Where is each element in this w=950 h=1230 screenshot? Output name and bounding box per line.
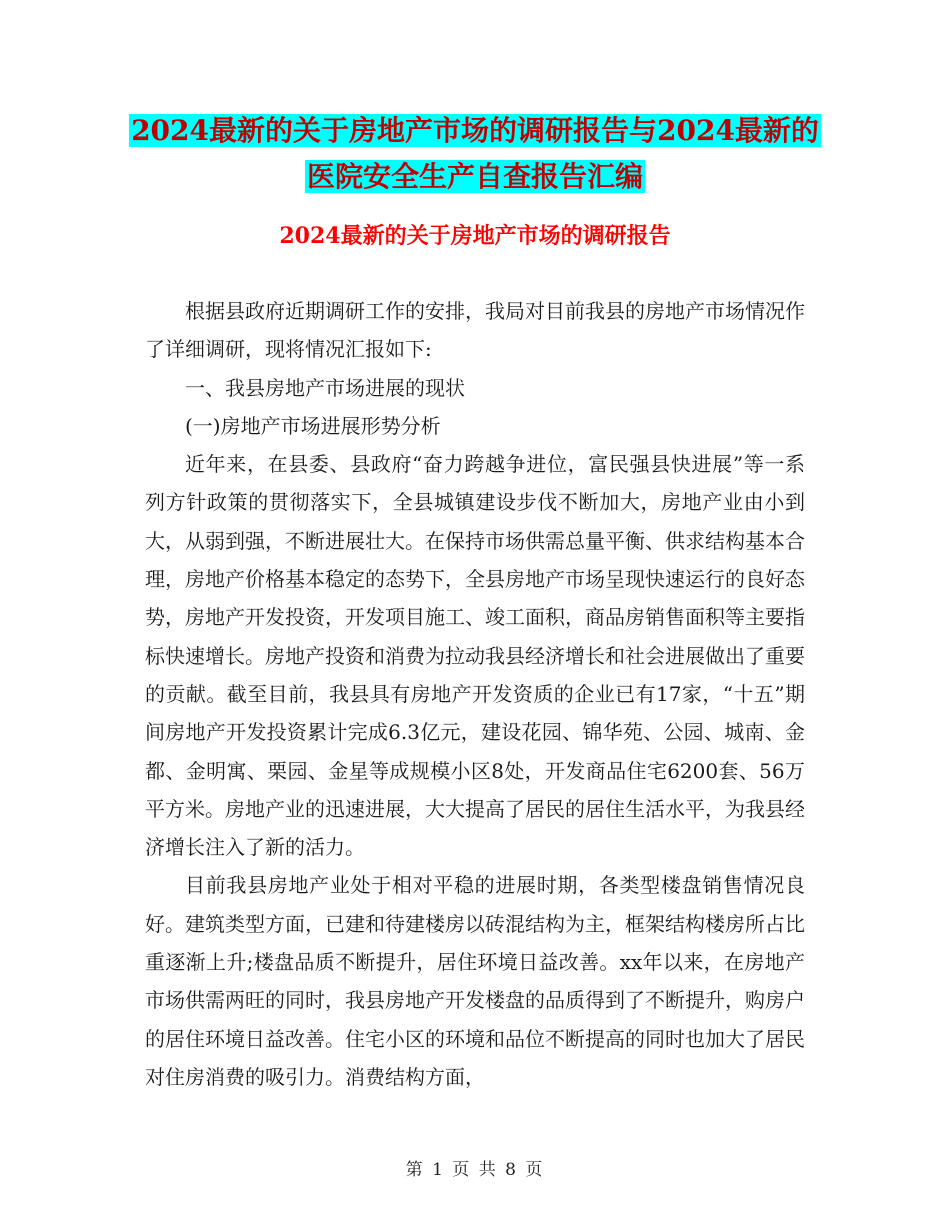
title-line-2: 医院安全生产自查报告汇编 (306, 160, 643, 193)
paragraph: 目前我县房地产业处于相对平稳的进展时期，各类型楼盘销售情况良好。建筑类型方面，已建和待建楼房以砖混结构为主，框架结构楼房所占比重逐渐上升;楼盘品质不断提升，居住环境日益改善。xx年以来，在房地产市场供需两旺的同时，我县房地产开发楼盘的品质得到了不断提升，购房户的居住环境日益改善。住宅小区的环境和品位不断提高的同时也加大了居民对住房消费的吸引力。消费结构方面， (145, 873, 805, 1089)
heading-level-2: (一)房地产市场进展形势分析 (185, 413, 441, 438)
body-text (145, 292, 805, 1096)
section-title: 2024最新的关于房地产市场的调研报告 (279, 223, 671, 249)
paragraph: 根据县政府近期调研工作的安排，我局对目前我县的房地产市场情况作了详细调研，现将情况汇报如下: (145, 299, 805, 362)
document-title (100, 108, 850, 200)
paragraph: 近年来，在县委、县政府“奋力跨越争进位，富民强县快进展”等一系列方针政策的贯彻落实下，全县城镇建设步伐不断加大，房地产业由小到大，从弱到强，不断进展壮大。在保持市场供需总量平衡、供求结构基本合理，房地产价格基本稳定的态势下，全县房地产市场呈现快速运行的良好态势，房地产开发投资，开发项目施工、竣工面积，商品房销售面积等主要指标快速增长。房地产投资和消费为拉动我县经济增长和社会进展做出了重要的贡献。截至目前，我县具有房地产开发资质的企业已有17家，“十五”期间房地产开发投资累计完成6.3亿元，建设花园、锦华苑、公园、城南、金都、金明寓、栗园、金星等成规模小区8处，开发商品住宅6200套、56万平方米。房地产业的迅速进展，大大提高了居民的居住生活水平，为我县经济增长注入了新的活力。 (145, 452, 805, 860)
title-line-1: 2024最新的关于房地产市场的调研报告与2024最新的 (131, 114, 819, 147)
heading-level-1: 一、我县房地产市场进展的现状 (185, 375, 465, 400)
page-footer: 第 1 页 共 8 页 (405, 1160, 545, 1180)
